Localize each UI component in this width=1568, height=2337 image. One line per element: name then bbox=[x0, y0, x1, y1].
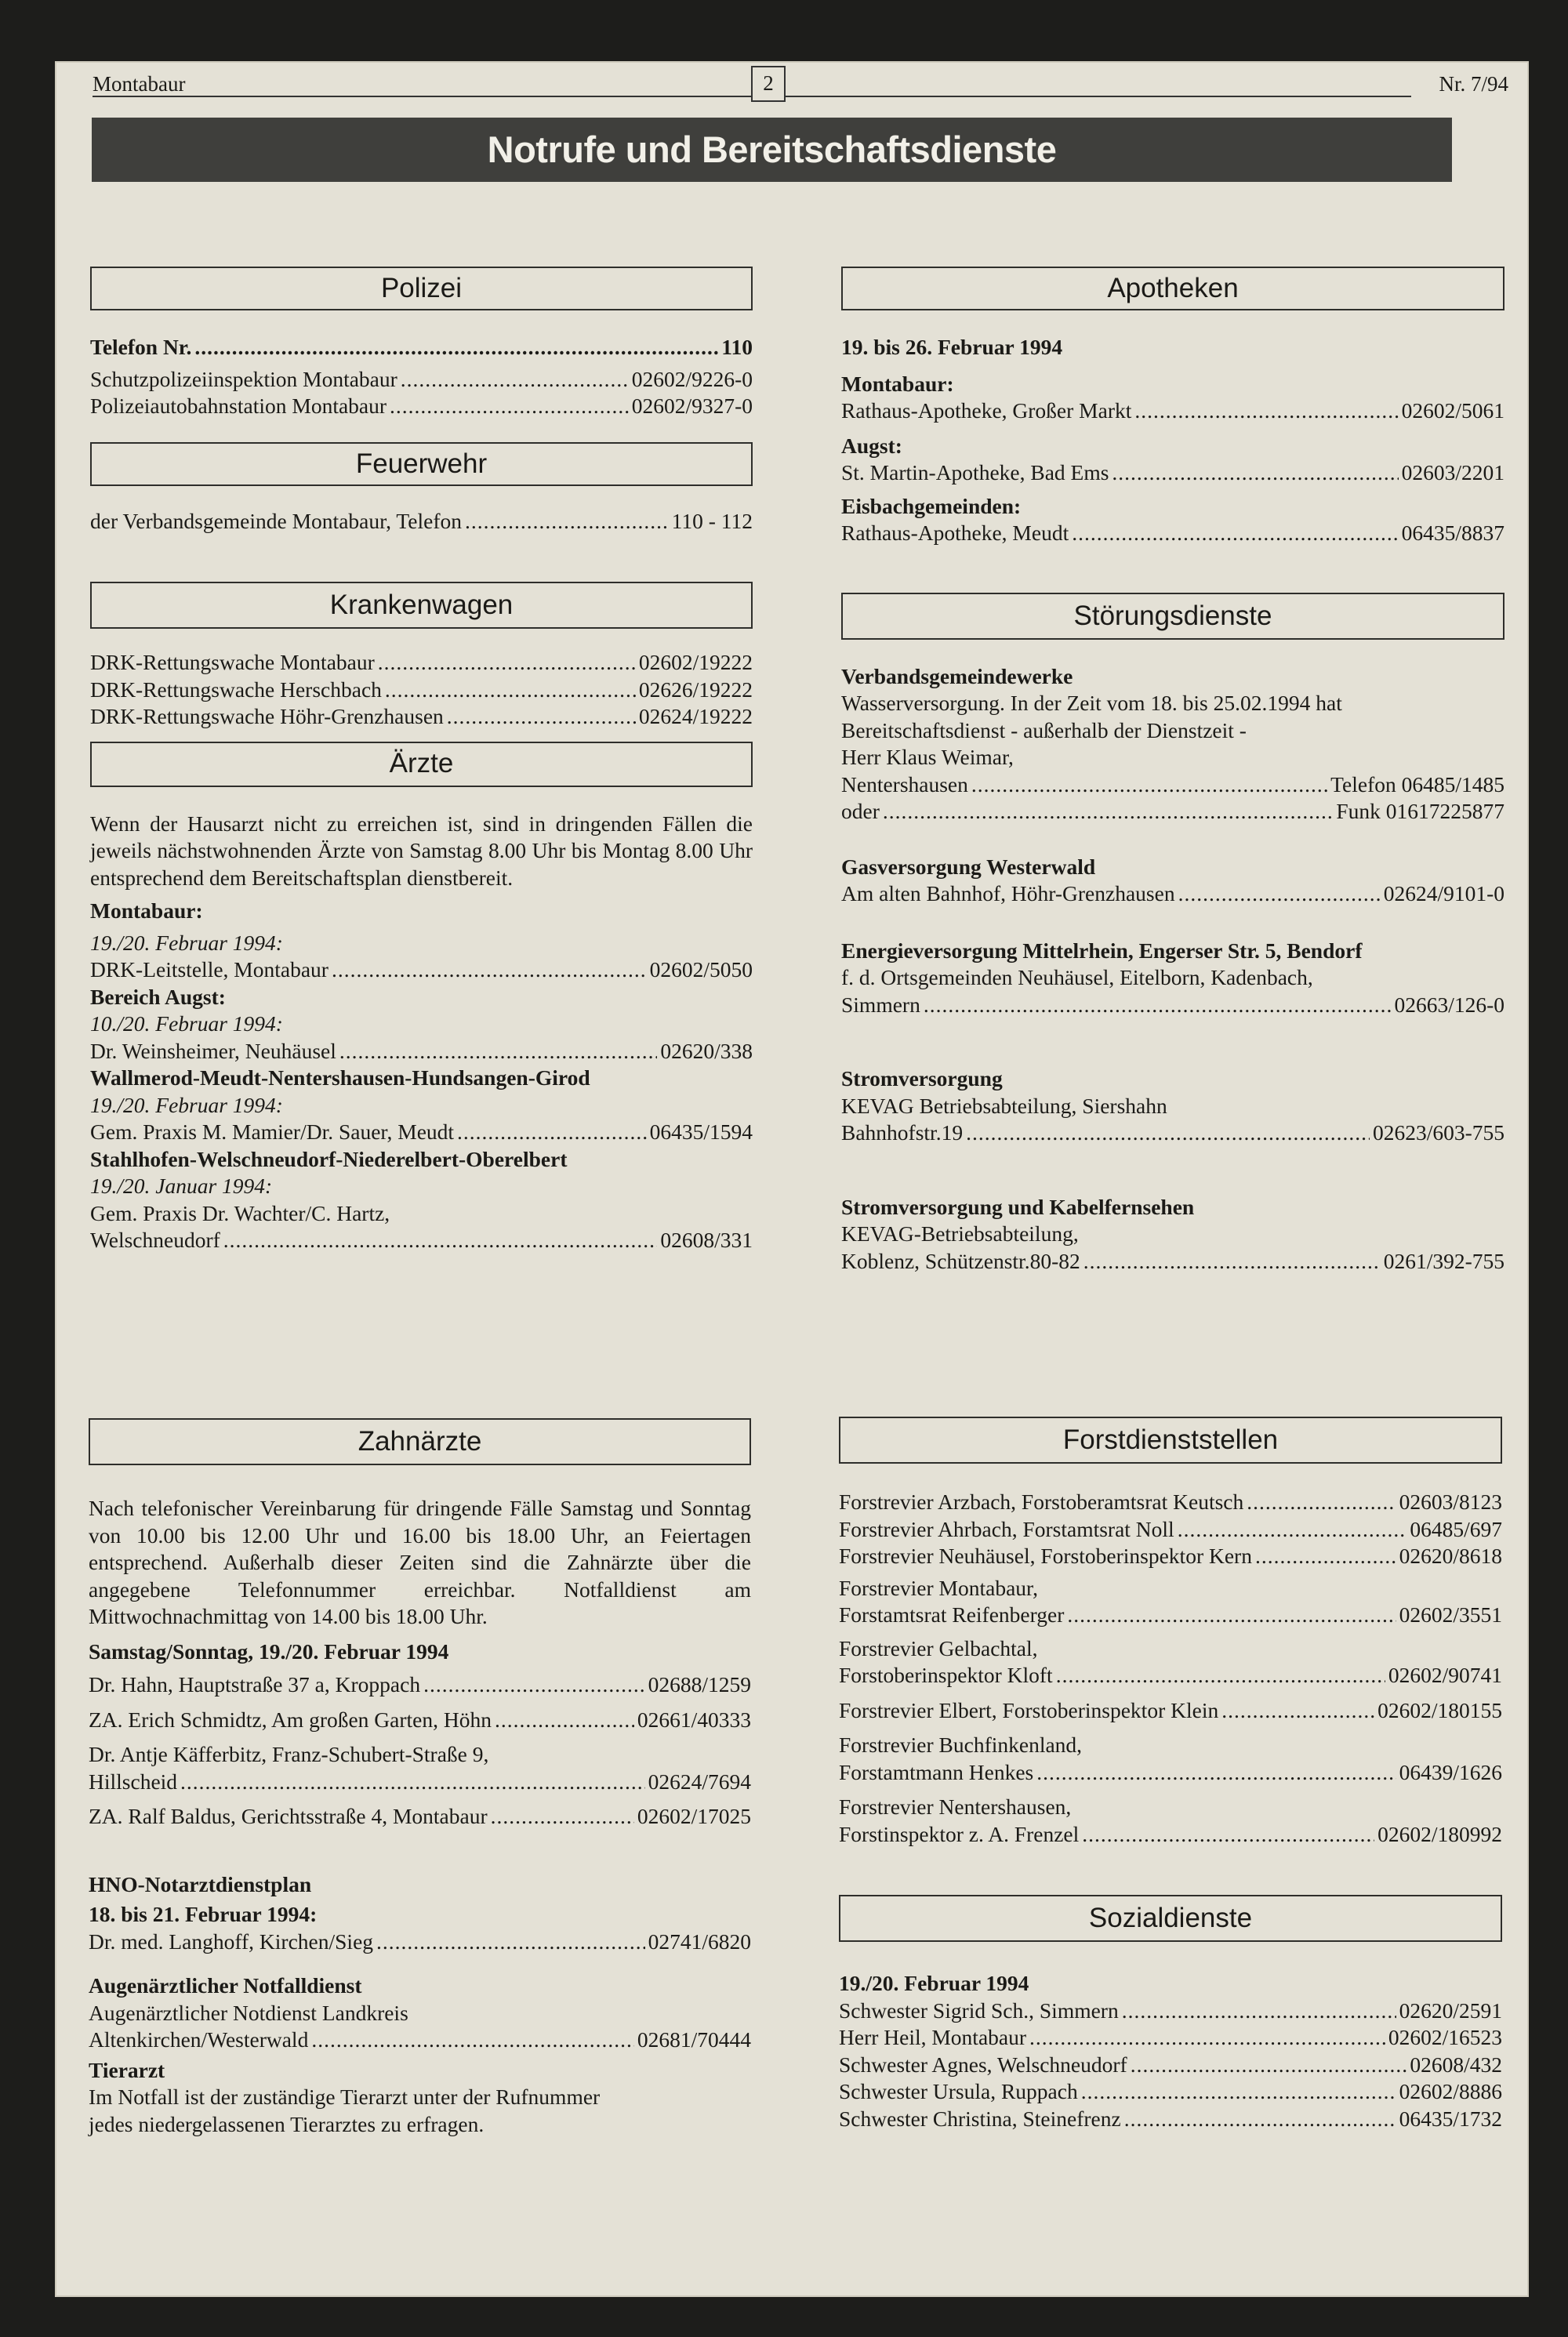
listing-line: Forstrevier Gelbachtal, bbox=[839, 1635, 1038, 1660]
listing-row: oder ..... Funk 01617225877 bbox=[841, 798, 1504, 826]
duty-date: 19./20. Januar 1994: bbox=[90, 1174, 273, 1198]
duty-heading: Samstag/Sonntag, 19./20. Februar 1994 bbox=[89, 1638, 449, 1664]
listing-row: Altenkirchen/Westerwald ..... 02681/70444 bbox=[89, 2027, 751, 2054]
right-column-lower bbox=[839, 1417, 1502, 2132]
provider-heading: Stromversorgung und Kabelfernsehen bbox=[841, 1194, 1195, 1219]
listing-row: Koblenz, Schützenstr.80-82 ..... 0261/392-755 bbox=[841, 1248, 1504, 1276]
listing-line: Forstrevier Nentershausen, bbox=[839, 1794, 1072, 1819]
section-header-stoerungsdienste: Störungsdienste bbox=[841, 593, 1504, 640]
police-emergency-row: Telefon Nr. ..... 110 bbox=[90, 334, 753, 361]
duty-date: 18. bis 21. Februar 1994: bbox=[89, 1902, 318, 1926]
section-header-aerzte: Ärzte bbox=[90, 742, 753, 787]
listing-row: DRK-Rettungswache Montabaur ..... 02602/19222 bbox=[90, 649, 753, 677]
provider-heading: Verbandsgemeindewerke bbox=[841, 663, 1073, 688]
listing-row: Dr. med. Langhoff, Kirchen/Sieg ..... 02741/6820 bbox=[89, 1929, 751, 1956]
listing-line: Dr. Antje Käfferbitz, Franz-Schubert-Straße 9, bbox=[89, 1742, 489, 1766]
listing-line: Bereitschaftsdienst - außerhalb der Dienstzeit - bbox=[841, 717, 1247, 742]
listing-row: Am alten Bahnhof, Höhr-Grenzhausen ..... 02624/9101-0 bbox=[841, 880, 1504, 908]
zahnaerzte-intro: Nach telefonischer Vereinbarung für dringende Fälle Samstag und Sonntag von 10.00 bis 12.00 Uhr und 16.00 bis 18.00 Uhr, an Feiertagen entsprechend. Außerhalb dieser Zeiten sind die Zahnärzte über die angegebene Telefonnummer erreichbar. Notfalldienst am Mittwochnachmittag von 14.00 bis 18.00 Uhr. bbox=[89, 1496, 751, 1628]
listing-row: DRK-Leitstelle, Montabaur ..... 02602/5050 bbox=[90, 956, 753, 984]
region-heading: Stahlhofen-Welschneudorf-Niederelbert-Oberelbert bbox=[90, 1146, 568, 1171]
listing-row: Bahnhofstr.19 ..... 02623/603-755 bbox=[841, 1120, 1504, 1147]
listing-row: Schwester Ursula, Ruppach ..... 02602/8886 bbox=[839, 2078, 1502, 2106]
listing-row: Simmern ..... 02663/126-0 bbox=[841, 992, 1504, 1019]
section-header-apotheken: Apotheken bbox=[841, 267, 1504, 310]
hno-heading: HNO-Notarztdienstplan bbox=[89, 1871, 312, 1896]
listing-row: Schutzpolizeiinspektion Montabaur ..... 02602/9226-0 bbox=[90, 366, 753, 394]
duty-date: 19./20. Februar 1994 bbox=[839, 1971, 1029, 1995]
listing-line: Forstrevier Montabaur, bbox=[839, 1575, 1038, 1600]
section-header-feuerwehr: Feuerwehr bbox=[90, 442, 753, 486]
listing-row: Welschneudorf ..... 02608/331 bbox=[90, 1227, 753, 1254]
listing-row: Forstrevier Ahrbach, Forstamtsrat Noll ..... 06485/697 bbox=[839, 1516, 1502, 1544]
right-column bbox=[841, 267, 1504, 1275]
listing-row: Forstinspektor z. A. Frenzel ..... 02602/180992 bbox=[839, 1821, 1502, 1849]
left-column bbox=[90, 267, 753, 1254]
listing-row: Forstamtmann Henkes ..... 06439/1626 bbox=[839, 1759, 1502, 1787]
duty-date: 19./20. Februar 1994: bbox=[90, 930, 283, 955]
listing-row: Forstoberinspektor Kloft ..... 02602/90741 bbox=[839, 1662, 1502, 1689]
listing-line: Gem. Praxis Dr. Wachter/C. Hartz, bbox=[90, 1200, 390, 1225]
listing-row: Forstrevier Arzbach, Forstoberamtsrat Keutsch ..... 02603/8123 bbox=[839, 1489, 1502, 1516]
listing-row: Schwester Agnes, Welschneudorf ..... 02608/432 bbox=[839, 2052, 1502, 2079]
section-header-forstdienststellen: Forstdienststellen bbox=[839, 1417, 1502, 1464]
region-heading: Eisbachgemeinden: bbox=[841, 493, 1022, 518]
running-header bbox=[0, 72, 1568, 99]
augen-heading: Augenärztlicher Notfalldienst bbox=[89, 1973, 362, 1998]
duty-date: 10./20. Februar 1994: bbox=[90, 1011, 283, 1036]
region-heading: Montabaur: bbox=[90, 898, 203, 923]
listing-row: Dr. Weinsheimer, Neuhäusel ..... 02620/338 bbox=[90, 1038, 753, 1065]
region-heading: Montabaur: bbox=[841, 371, 954, 396]
listing-line: KEVAG Betriebsabteilung, Siershahn bbox=[841, 1093, 1167, 1118]
region-heading: Bereich Augst: bbox=[90, 984, 226, 1009]
tierarzt-text: jedes niedergelassenen Tierarztes zu erfragen. bbox=[89, 2111, 485, 2136]
listing-row: Dr. Hahn, Hauptstraße 37 a, Kroppach ..... 02688/1259 bbox=[89, 1671, 751, 1699]
listing-row: ZA. Ralf Baldus, Gerichtsstraße 4, Montabaur ..... 02602/17025 bbox=[89, 1803, 751, 1831]
provider-heading: Stromversorgung bbox=[841, 1066, 1003, 1090]
duty-date: 19./20. Februar 1994: bbox=[90, 1092, 283, 1117]
provider-heading: Gasversorgung Westerwald bbox=[841, 854, 1096, 879]
listing-row: DRK-Rettungswache Höhr-Grenzhausen ..... 02624/19222 bbox=[90, 703, 753, 731]
listing-line: f. d. Ortsgemeinden Neuhäusel, Eitelborn, Kadenbach, bbox=[841, 965, 1313, 989]
listing-line: Forstrevier Buchfinkenland, bbox=[839, 1733, 1083, 1757]
section-header-krankenwagen: Krankenwagen bbox=[90, 582, 753, 629]
header-rule-left bbox=[93, 96, 751, 97]
listing-row: DRK-Rettungswache Herschbach ..... 02626/19222 bbox=[90, 677, 753, 704]
tierarzt-text: Im Notfall ist der zuständige Tierarzt unter der Rufnummer bbox=[89, 2085, 601, 2109]
listing-row: Herr Heil, Montabaur ..... 02602/16523 bbox=[839, 2024, 1502, 2052]
aerzte-intro: Wenn der Hausarzt nicht zu erreichen ist, sind in dringenden Fällen die jeweils nächstwohnenden Ärzte von Samstag 8.00 Uhr bis Montag 8.00 Uhr entsprechend dem Bereitschaftsplan dienstbereit. bbox=[90, 811, 753, 890]
header-town: Montabaur bbox=[93, 72, 186, 96]
section-header-zahnaerzte: Zahnärzte bbox=[89, 1418, 751, 1465]
listing-row: Forstrevier Elbert, Forstoberinspektor Klein ..... 02602/180155 bbox=[839, 1697, 1502, 1725]
provider-heading: Energieversorgung Mittelrhein, Engerser Str. 5, Bendorf bbox=[841, 938, 1363, 963]
page-title-banner: Notrufe und Bereitschaftsdienste bbox=[92, 118, 1452, 182]
listing-row: Polizeiautobahnstation Montabaur ..... 02602/9327-0 bbox=[90, 393, 753, 420]
page-number: 2 bbox=[751, 66, 786, 102]
listing-row: Schwester Christina, Steinefrenz ..... 06435/1732 bbox=[839, 2106, 1502, 2133]
section-header-polizei: Polizei bbox=[90, 267, 753, 310]
listing-row: Forstamtsrat Reifenberger ..... 02602/3551 bbox=[839, 1602, 1502, 1629]
listing-line: Augenärztlicher Notdienst Landkreis bbox=[89, 2000, 408, 2025]
region-heading: Augst: bbox=[841, 433, 902, 458]
left-column-lower bbox=[89, 1418, 751, 2138]
listing-line: KEVAG-Betriebsabteilung, bbox=[841, 1221, 1079, 1246]
listing-row: Forstrevier Neuhäusel, Forstoberinspektor Kern ..... 02620/8618 bbox=[839, 1543, 1502, 1570]
duty-date: 19. bis 26. Februar 1994 bbox=[841, 335, 1063, 359]
listing-line: Herr Klaus Weimar, bbox=[841, 745, 1014, 769]
listing-row: Rathaus-Apotheke, Meudt ..... 06435/8837 bbox=[841, 520, 1504, 547]
tierarzt-heading: Tierarzt bbox=[89, 2057, 165, 2082]
section-header-sozialdienste: Sozialdienste bbox=[839, 1895, 1502, 1942]
listing-row: der Verbandsgemeinde Montabaur, Telefon ..... 110 - 112 bbox=[90, 508, 753, 535]
region-heading: Wallmerod-Meudt-Nentershausen-Hundsangen-Girod bbox=[90, 1065, 590, 1090]
listing-row: Schwester Sigrid Sch., Simmern ..... 02620/2591 bbox=[839, 1998, 1502, 2025]
listing-row: Gem. Praxis M. Mamier/Dr. Sauer, Meudt ..... 06435/1594 bbox=[90, 1119, 753, 1146]
listing-row: Rathaus-Apotheke, Großer Markt ..... 02602/5061 bbox=[841, 397, 1504, 425]
listing-row: ZA. Erich Schmidtz, Am großen Garten, Höhn ..... 02661/40333 bbox=[89, 1707, 751, 1734]
listing-row: St. Martin-Apotheke, Bad Ems ..... 02603/2201 bbox=[841, 459, 1504, 487]
listing-row: Nentershausen ..... Telefon 06485/1485 bbox=[841, 771, 1504, 799]
listing-row: Hillscheid ..... 02624/7694 bbox=[89, 1769, 751, 1796]
header-rule-right bbox=[784, 96, 1411, 97]
listing-line: Wasserversorgung. In der Zeit vom 18. bis 25.02.1994 hat bbox=[841, 691, 1342, 715]
issue-number: Nr. 7/94 bbox=[1439, 72, 1508, 96]
